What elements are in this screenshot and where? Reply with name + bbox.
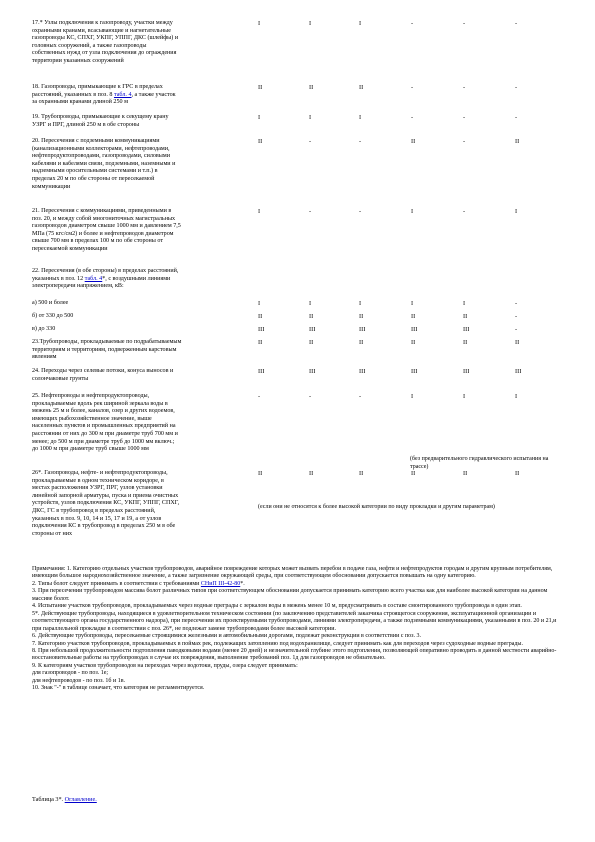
category-cell: I bbox=[309, 300, 312, 307]
note-6: 6. Действующие трубопроводы, пересекаемые строящимися железными и автомобильными дорогами, подлежат реконструкции в соответствии с поз. 3. bbox=[32, 633, 422, 640]
row-description bbox=[32, 300, 254, 308]
category-cell: II bbox=[463, 339, 468, 346]
row-text: б) от 330 до 500 bbox=[32, 313, 74, 319]
category-cell: II bbox=[258, 313, 263, 320]
category-cell: III bbox=[411, 368, 418, 375]
category-cell: - bbox=[309, 208, 312, 215]
row-description bbox=[32, 470, 254, 538]
category-cell: - bbox=[515, 84, 518, 91]
table-4-link[interactable]: табл. 4 bbox=[84, 275, 103, 282]
category-cell: - bbox=[515, 114, 518, 121]
row-description bbox=[32, 138, 254, 191]
note-9: 9. К категориям участков трубопроводов на переходах через водотоки, пруды, озера следует принимать: bbox=[32, 662, 298, 669]
category-cell: - bbox=[411, 114, 414, 121]
category-cell: III bbox=[463, 326, 470, 333]
row-text: 23.Трубопроводы, прокладываемые по подрабатываемым территориям и территориям, подверженным карстовым явлениям bbox=[32, 339, 182, 361]
row-text: 24. Переходы через селевые потоки, конуса выносов и солончаковые грунты bbox=[32, 368, 174, 382]
category-cell: II bbox=[309, 339, 314, 346]
toc-link[interactable]: Оглавление. bbox=[64, 796, 97, 803]
category-cell: III bbox=[258, 368, 265, 375]
category-cell: II bbox=[411, 470, 416, 477]
row-description bbox=[32, 313, 254, 321]
notes-block bbox=[32, 566, 566, 693]
category-cell: I bbox=[515, 208, 518, 215]
note-7: 7. Категорию участков трубопроводов, прокладываемых в поймах рек, подлежащих затоплению под водохранилище, следует принимать как для переходов через судоходные водные преграды. bbox=[32, 640, 523, 647]
category-cell: I bbox=[463, 300, 466, 307]
row-text: 19. Трубопроводы, примыкающие к секущему крану УЗРГ и ПРГ, длиной 250 м в обе стороны bbox=[32, 114, 169, 128]
category-cell: I bbox=[359, 300, 362, 307]
category-cell: - bbox=[411, 84, 414, 91]
category-cell: I bbox=[309, 20, 312, 27]
category-cell: II bbox=[258, 84, 263, 91]
note-1: Примечания: 1. Категорию отдельных участков трубопроводов, аварийное повреждение которых может вызвать перебои в подаче газа, нефти и нефтепродуктов городам и другим крупным потребителям, имеющим большое народнохозяйственное значение, а также загрязнение окружающей среды, при соответствующем обосновании допускается повышать на одну категорию. bbox=[32, 566, 553, 580]
note-5: 5*. Действующие трубопроводы, находящиеся в удовлетворительном техническом состоянии (по заключению представителей заказчика строящегося сооружения, эксплуатационной организации и соответствующего органа государственного надзора), при пересечении их проектируемыми трубопроводами, линиями электропередачи, а также подземными коммуникациями, указанными в поз. 20 и 21,и при параллельной прокладке в соответствии с поз. 26*, не подлежат замене трубопроводами более высокой категории. bbox=[32, 610, 557, 632]
category-cell: - bbox=[463, 208, 466, 215]
category-cell: I bbox=[258, 114, 261, 121]
category-cell: II bbox=[515, 138, 520, 145]
category-cell: II bbox=[258, 138, 263, 145]
row-text: 18. Газопроводы, примыкающие к ГРС в пределах расстояний, указанных в поз. 8 bbox=[32, 84, 163, 98]
row-description bbox=[32, 326, 254, 334]
category-cell: I bbox=[359, 20, 362, 27]
category-cell: - bbox=[515, 313, 518, 320]
note-row-26: (если они не относятся к более высокой категории по виду прокладки и другим параметрам) bbox=[258, 504, 495, 510]
category-cell: II bbox=[515, 470, 520, 477]
category-cell: II bbox=[463, 313, 468, 320]
category-cell: II bbox=[258, 339, 263, 346]
row-description bbox=[32, 268, 254, 291]
row-description bbox=[32, 114, 254, 129]
table-4-link[interactable]: табл. 4 bbox=[113, 91, 132, 98]
category-cell: - bbox=[463, 138, 466, 145]
category-cell: III bbox=[463, 368, 470, 375]
category-cell: - bbox=[359, 208, 362, 215]
category-cell: II bbox=[411, 138, 416, 145]
category-cell: - bbox=[411, 20, 414, 27]
row-text: 22. Пересечения (в обе стороны) в пределах расстояний, указанных в поз. 12 bbox=[32, 268, 179, 282]
category-cell: - bbox=[515, 326, 518, 333]
footer-table-label: Таблица 3*. bbox=[32, 796, 65, 803]
category-cell: - bbox=[463, 20, 466, 27]
row-text: 25. Нефтепроводы и нефтепродуктопроводы, прокладываемые вдоль рек шириной зеркала воды в межень 25 м и более, каналов, озер и других водоемов, имеющих рыбохозяйственное значение, выше населенных пунктов и промышленных предприятий на расстоянии от них до 300 м при диаметре труб 700 мм и менее; до 500 м при диаметре труб до 1000 мм включ.; до 1000 м при диаметре труб свыше 1000 мм bbox=[32, 393, 178, 453]
note-4: 4. Испытание участков трубопроводов, прокладываемых через водные преграды с зеркалом воды в межень менее 10 м, предусматривать в составе смонтированного трубопровода в один этап. bbox=[32, 603, 522, 610]
row-text-continued: *, с воздушными линиями электропередачи напряжением, кВ: bbox=[32, 275, 171, 290]
category-cell: I bbox=[258, 20, 261, 27]
category-cell: I bbox=[411, 300, 414, 307]
category-cell: - bbox=[359, 393, 362, 400]
row-text: 21. Пересечения с коммуникациями, приведенными в поз. 20, и между собой многониточных магистральных газопроводов диаметром свыше 1000 мм и давлением 7,5 МПа (75 кгс/см2) и более и нефтепроводов диаметром свыше 700 мм в пределах 100 м по обе стороны от пересекаемой коммуникации bbox=[32, 208, 181, 252]
category-cell: - bbox=[515, 20, 518, 27]
row-text: 20. Пересечения с подземными коммуникациями (канализационными коллекторами, нефтепроводами, нефтепродуктопроводами, газопроводами, силовыми кабелями и кабелями связи, подземными, наземными и надземными оросительными системами и т.п.) в пределах 20 м по обе стороны от пересекаемой коммуникации bbox=[32, 138, 176, 190]
row-text: 26*. Газопроводы, нефте- и нефтепродуктопроводы, прокладываемые в одном техническом коридоре, в местах расположения УЗРГ, ПРГ, узлов установки линейной запорной арматуры, пуска и приема очистных устройств, узлов подключения КС, УКПГ, УППГ, СПХГ, ДКС, ГС в трубопровод в пределах расстояний, указанных в поз. 9, 10, 14 и 15, 17 и 19, а от узлов подключения КС в трубопровод в пределах 250 м в обе стороны от них bbox=[32, 470, 180, 537]
category-cell: I bbox=[411, 208, 414, 215]
category-cell: III bbox=[359, 326, 366, 333]
category-cell: II bbox=[359, 470, 364, 477]
category-cell: III bbox=[309, 326, 316, 333]
category-cell: - bbox=[359, 138, 362, 145]
snip-link[interactable]: СНиП III-42-80 bbox=[200, 580, 241, 587]
category-cell: II bbox=[515, 339, 520, 346]
row-text: 17.* Узлы подключения к газопроводу, участки между охранными кранами, всасывающие и нагнетательные газопроводы КС, СПХГ, УКПГ, УППГ, ДКС (шлейфы) и головных сооружений, а также газопроводы собственных нужд от узла подключения до ограждения территории указанных сооружений bbox=[32, 20, 179, 64]
category-cell: II bbox=[309, 84, 314, 91]
category-cell: III bbox=[258, 326, 265, 333]
category-cell: II bbox=[258, 470, 263, 477]
category-cell: II bbox=[463, 470, 468, 477]
category-cell: III bbox=[359, 368, 366, 375]
category-cell: - bbox=[258, 393, 261, 400]
row-description bbox=[32, 208, 254, 254]
note-2-suffix: *. bbox=[240, 580, 245, 587]
category-cell: I bbox=[463, 393, 466, 400]
note-row-25: (без предварительного гидравлического испытания на трассе) bbox=[410, 456, 549, 470]
category-cell: II bbox=[359, 313, 364, 320]
category-cell: II bbox=[411, 313, 416, 320]
row-description bbox=[32, 84, 254, 107]
category-cell: I bbox=[359, 114, 362, 121]
category-cell: - bbox=[309, 138, 312, 145]
category-cell: I bbox=[309, 114, 312, 121]
category-cell: III bbox=[309, 368, 316, 375]
row-text: а) 500 и более bbox=[32, 300, 69, 306]
row-description bbox=[32, 393, 254, 454]
category-cell: - bbox=[515, 300, 518, 307]
note-3: 3. При пересечении трубопроводом массива болот различных типов при соответствующем обосновании допускается принимать категорию всего участка как для наиболее высокой категории на данном массиве болот. bbox=[32, 588, 548, 602]
category-cell: I bbox=[258, 208, 261, 215]
category-cell: II bbox=[309, 470, 314, 477]
category-cell: III bbox=[411, 326, 418, 333]
row-text-continued: , а также участок за охранными кранами длиной 250 м bbox=[32, 91, 176, 106]
note-2-text: 2. Типы болот следует принимать в соответствии с требованиями bbox=[32, 580, 201, 587]
note-9b: для нефтепроводов - по поз. 1б и 1в. bbox=[32, 677, 126, 684]
category-cell: II bbox=[359, 339, 364, 346]
category-cell: I bbox=[411, 393, 414, 400]
category-cell: - bbox=[463, 84, 466, 91]
category-cell: II bbox=[359, 84, 364, 91]
category-cell: - bbox=[309, 393, 312, 400]
category-cell: I bbox=[258, 300, 261, 307]
row-text: в) до 330 bbox=[32, 326, 56, 332]
category-cell: II bbox=[309, 313, 314, 320]
note-10: 10. Знак "-" в таблице означает, что категория не регламентируется. bbox=[32, 685, 205, 692]
row-description bbox=[32, 339, 254, 362]
category-cell: III bbox=[515, 368, 522, 375]
footer bbox=[32, 796, 97, 803]
category-cell: - bbox=[463, 114, 466, 121]
row-description bbox=[32, 368, 254, 383]
category-cell: II bbox=[411, 339, 416, 346]
category-cell: I bbox=[515, 393, 518, 400]
note-8: 8. При небольшой продолжительности подтопления паводковыми водами (менее 20 дней) и незначительной глубине этого подтопления, позволяющей оперативно проводить в данной местности аварийно-восстановительные работы на трубопроводах в случае их повреждения, выполнение требований поз. 1д для газопроводов не обязательно. bbox=[32, 647, 557, 662]
note-9a: для газопроводов - по поз. 1е; bbox=[32, 670, 109, 677]
row-description bbox=[32, 20, 254, 66]
